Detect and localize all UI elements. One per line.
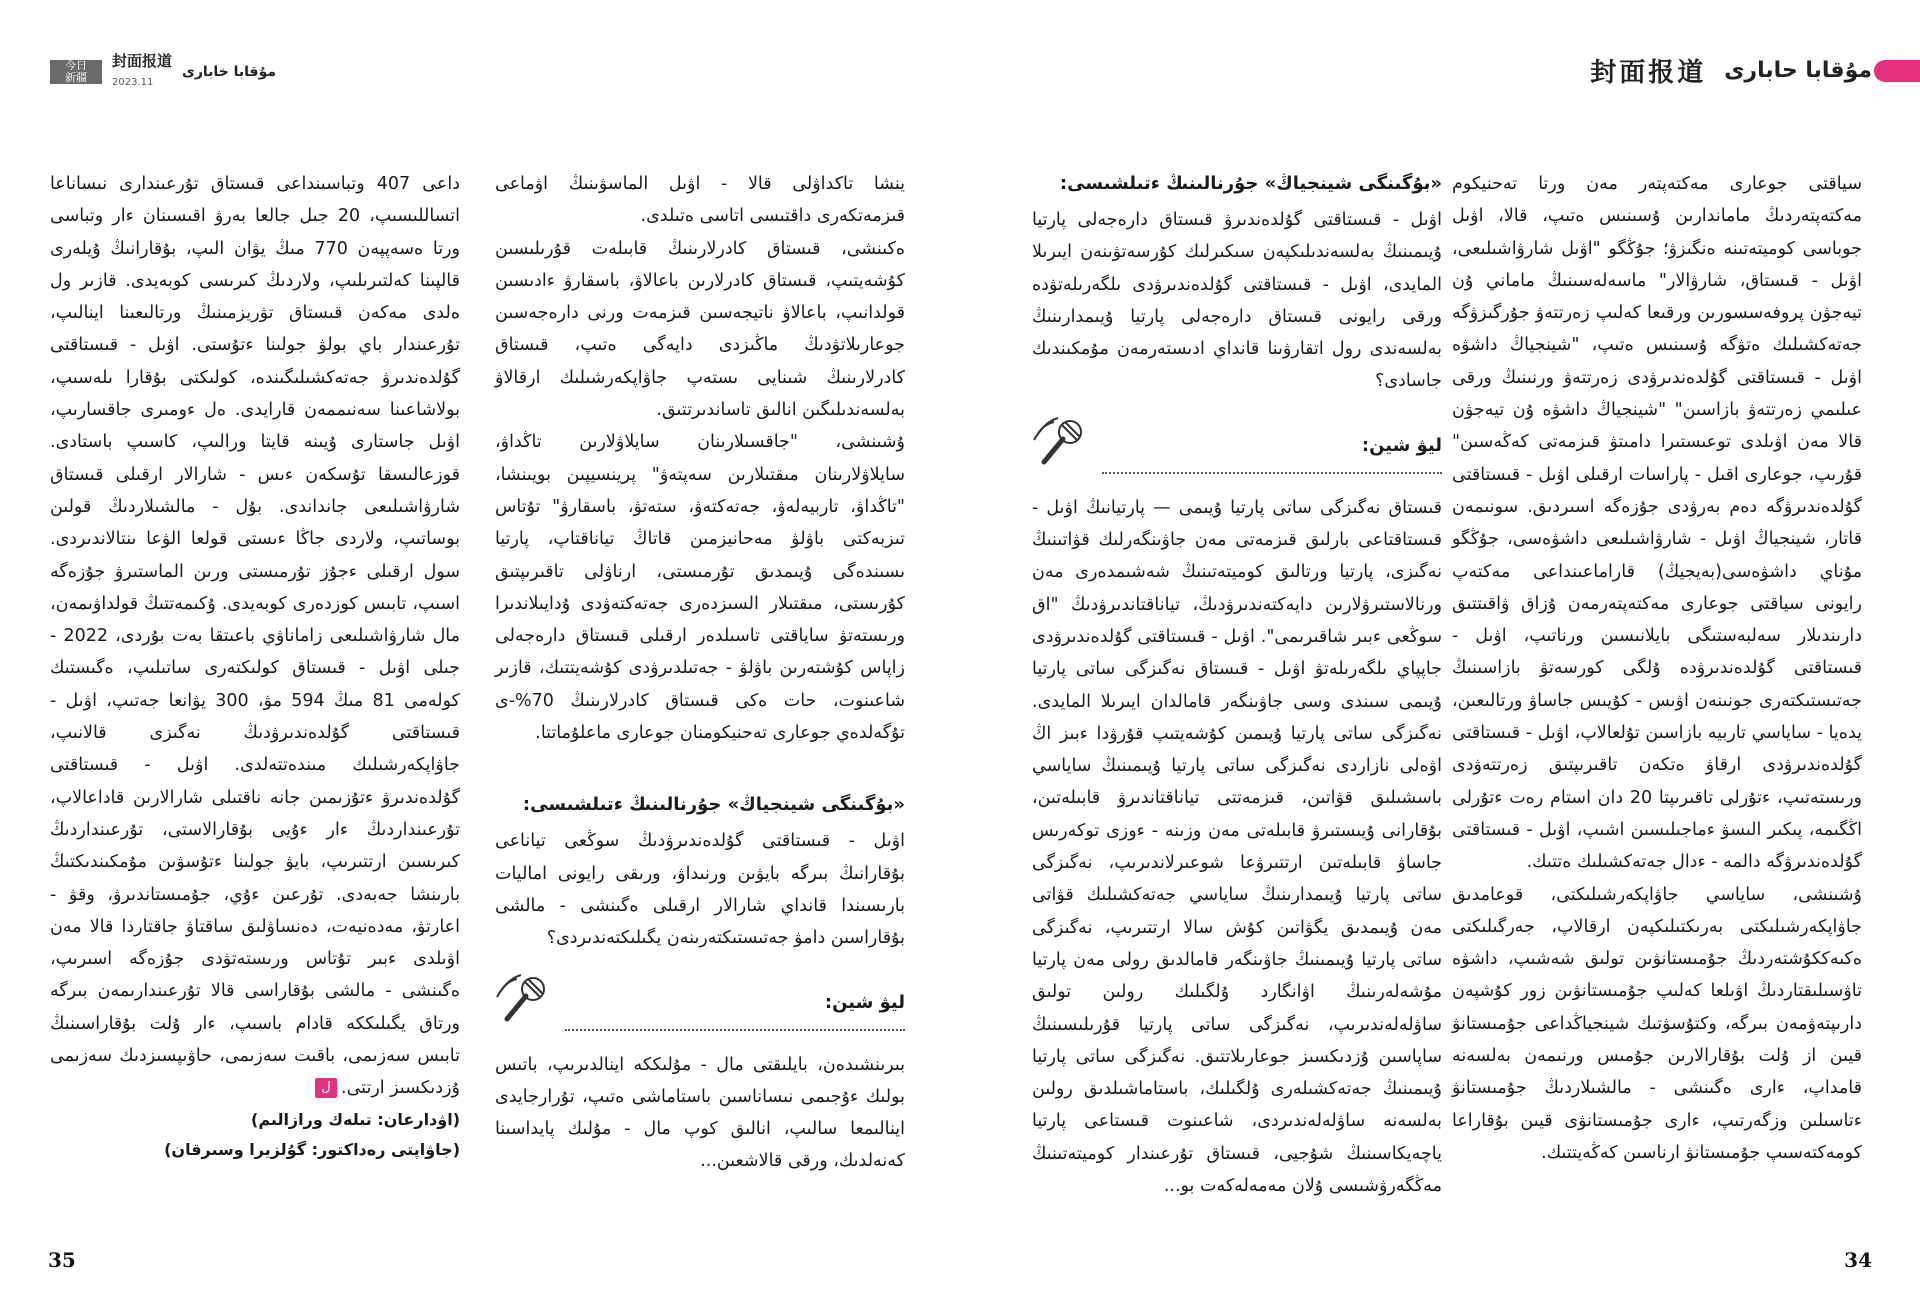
section-title: 封面报道 [112,52,173,70]
section-tab-marker [1874,60,1920,82]
dotted-divider [565,1029,905,1031]
paragraph-text: داعى 407 وتباسىنداعى قىستاق تۇرعىندارى نىساناعا اتساللىسىپ، 20 جىل جالعا بەرۋ اقىسىنان ءار وتباسى ورتا ەسەپپەن 770 مىڭ يۋان الىپ، بۇقارانىڭ ۇيلەرى قالپىنا كەلتىرىلىپ، ولاردىڭ كىرىسى كوبەيدى. قازىر ول ەلدى مەكەن قىستاق تۋريزمىنىڭ ورتالىعىنا اينالىپ، تۇرعىندار باي بولۋ جولىنا ءتۇستى. اۋىل - قىستاقتى گۇلدەندىرۋ جەتەكشىلىگىندە، كولىكتى بۇقارا ىلەسىپ، بولاشاعىنا سەنىممەن قارايدى. ەل ءومىرى جاقسارىپ، اۋىل جاستارى ۇيىنە قايتا ورالىپ، كاسىپ باستادى. قوزعالىسقا تۇسكەن ءىس - شارالار ارقىلى قىستاق شارۋاشىلىعى جانداندى. بۇل - مالشىلاردىڭ قولىن بوساتىپ، ولاردى جاڭا ءىستى قولعا الۋعا ىنتالاندىردى. سول ارقىلى ءجۇز تۇرمىستى ورىن الماستىرۋ جۇزەگە اسىپ، تابىس كوزدەرى كوبەيدى. ۇكىمەتتىڭ قولداۋىمەن، مال شارۋاشىلىعى زاماناۋي باعىتقا بەت بۇردى، 2022 - جىلى اۋىل - قىستاق كولىكتەرى ساتىلىپ، ەگىستىك كولەمى 81 مىڭ 594 مۋ، 300 يۋانعا جەتىپ، اۋىل - قىستاقتى گۇلدەندىرۋدىڭ نەگىزى قالانىپ، جاۋاپكەرشىلىك مىندەتتەلدى. اۋىل - قىستاقتى گۇلدەندىرۋ ءتۇزىمىن جانە ناقتىلى شارالارىن قاداعالاپ، تۇرعىنداردىڭ ءار ءۇيى بۇقارالاستى، تۇرعىنداردىڭ كىرىسىن ارتتىرىپ، بايۋ جولىنا ءتۇسۋىن مۇمكىندىكتىڭ بارىنشا جەبەدى. تۇرعىن ءۇي، جۇمىستاندىرۋ، وقۋ - اعارتۋ، مەدەنيەت، دەنساۋلىق ساقتاۋ جاقتاردا قالا مەن اۋىلدى ءبىر تۇتاس ورىستەتۋدى جۇزەگە اسىرىپ، ەگىنشى - مالشى بۇقاراسى قالا تۇرعىندارىمەن بىرگە ورتاق يگىلىككە قادام باسىپ، ءار ۇلت بۇقاراسىنىڭ تابىس سەزىمى، باقىت سەزىمى، حاۋىپسىزدىك سەزىمى ۇزدىكسىز ارتتى. [50,174,461,1099]
left-page-header [50,52,277,88]
page-number: 34 [1844,1248,1872,1272]
logo-text-line1: 今日 [65,59,87,72]
logo-text-line2: 新疆 [65,71,87,84]
translator-credit: (اۋدارعان: تىلەك ورازالىم) [251,1109,460,1129]
question-paragraph: اۋىل - قىستاقتى گۇلدەندىرۋدىڭ سوڭعى تياناعى بۇقارانىڭ بىرگە بايۋىن ورنىداۋ، ورىقى رايونى اماليات بارىسىندا قانداي شارالار ارقىلى ەگىنشى - مالشى بۇقاراسىن دامۋ جەتىستىكتەرىنەن يگىلىكتەندىردى؟ [495,831,905,949]
section-title-ug: مۇقابا خابارى [182,64,277,80]
microphone-icon [1032,412,1096,472]
right-page-column-right [1452,168,1862,1169]
paragraph: ەكىنشى، قىستاق كادرلارىنىڭ قابىلەت قۇرىلىسىن كۇشەيتىپ، قىستاق كادرلارىن باعالاۋ، باسقارۋ ءادىسىن قولدانىپ، باعالاۋ ناتيجەسىن قىزمەت ورنى دارەجەسىن جوعارىلاتۋدىڭ ماڭىزدى دايەگى ەتىپ، قىستاق كادرلارىنىڭ شىنايى ىستەپ جاۋاپكەرشىلىك ارقالاۋ بەلسەندىلىگىن انالىق تاساندىرتتىق. [495,238,905,421]
issue-date: 2023.11 [112,77,154,88]
magazine-logo [50,60,102,84]
answer-paragraph: بىرىنشىدەن، بايلىقتى مال - مۇلىككە اينالدىرىپ، باتىس بولىك ءۇجىمى نىساناسىن باستاماشى ەتىپ، تۇرارجايدى اينالىمعا سالىپ، انالىق كوپ مال - مۇلىك پايداسىنا كەنەلدىك، ورقى قالاشعىن... [495,1054,905,1172]
paragraph: سياقتى جوعارى مەكتەپتەر مەن ورتا تەحنيكوم مەكتەپتەردىڭ ماماندارىن ۇسىنىس ەتىپ، قالا، اۋىل جوباسى كوميتەتىنە ەنگىزۋ؛ جۇڭگو "اۋىل شارۋاشىلىعى، اۋىل - قىستاق، شارۋالار" ماسەلەسىنىڭ ماماني ۇن تيەجۋن پروفەسسورىن ورقىعا كەلىپ زەرتتەۋ جۇرگىزۋگە جەتەكشىلىك ەتۋگە ۇسىنىس ەتىپ، "شينجياڭ داشۋە اۋىل - قىستاقتى گۇلدەندىرۋدى زەرتتەۋ ورنىنىڭ ورقى عىلىمي زەرتتەۋ بازاسىن" "شينجياڭ داشۋە ۇن تيەجۋن قالا مەن اۋىلدى توعىستىرا دامىتۋ قىزمەتى كەڭەسىن" قۇرىپ، جوعارى اقىل - پاراسات ارقىلى اۋىل - قىستاقتى گۇلدەندىرۋگە دەم بەرۋدى جۇزەگە اسىردىق. سونىمەن قاتار، شينجياڭ اۋىل - شارۋاشىلىعى داشۋەسى، جۇڭگو مۇناي داشۋەسى(بەيجيڭ) قاراماعىنداعى مەكتەپ رايونى سياقتى جوعارى مەكتەپتەرمەن ۇزاق ۋاقىتتىق دارىندىلار سەلبەستىگى بايلانىسىن ورناتىپ، اۋىل - قىستاقتى گۇلدەندىرۋدە ۇلگى كورسەتۋ بازاسىنىڭ جەتىستىكتەرى جونىنەن اۋىس - كۇيىس جاساۋ ورتالىعىن، يدەيا - ساياسي تاربيە بازاسىن تۇلعالاپ، اۋىل - قىستاقتى گۇلدەندىرۋدى ارقاۋ ەتكەن تاقىرىپتىق زەرتتەۋدى ورىستەتىپ، ءتۇرلى تاقىرىپتا 20 دان استام رەت ءتۇرلى اڭگىمە، پىكىر الىسۋ ءماجىلىسىن اشىپ، اۋىل - قىستاقتى گۇلدەندىرۋگە دالمە - ءدال جەتەكشىلىك ەتتىك. [1452,174,1862,873]
section-title: 封面报道 [1590,57,1707,88]
end-mark-icon: ل [315,1078,337,1098]
right-page [960,0,1920,1312]
section-title-ug: مۇقابا حابارى [1724,57,1872,83]
left-page-column-right [495,168,905,1178]
dotted-divider [1102,472,1442,474]
paragraph: ۇشىنشى، "جاقسىلارىنان سايلاۋلارىن تاڭداۋ، سايلاۋلارىنان مىقتىلارىن سەپتەۋ" پرينسيپىن بويىنشا، "تاڭداۋ، تاربيەلەۋ، جەتەكتەۋ، ستەتۋ، باسقارۋ" تۇتاس تىزبەكتى باۋلۋ مەحانيزمىن قاتاڭ تياناقتاپ، پارتيا ىسىندەگى ۇيىمدىق تۇرمىستى، ارناۋلى تاقىرىپتىق كۇرىستى، مىقتىلار السىزدەرى جەتەكتەۋدى ۇدايىلاندىرا ورىستەتۋ ساياقتى تاسىلدەر ارقىلى قىستاق دارەجەلى زاپاس كۇشتەرىن باۋلۋ - جەتىلدىرۋدى كۇشەيتتىك، قازىر شاعىنوت، حات ەكى قىستاق كادرلارىنىڭ 70%-ى تۇگەلدەي جوعارى تەحنيكومنان جوعارى ماعلۇماتتا. [495,432,905,744]
page-number: 35 [48,1248,76,1272]
paragraph: ينشا تاكداۋلى قالا - اۋىل الماسۋىنىڭ اۋماعى قىزمەتكەرى داقتىسى اتاسى ەتىلدى. [495,174,905,227]
right-page-header [1590,52,1872,88]
speaker-row [1032,412,1442,482]
right-page-column-left [1032,168,1442,1202]
interview-question-heading: «بۇگىنگى شينجياڭ» جۇرنالىنىڭ ءتىلشىسى: [522,794,905,816]
spacer [495,749,905,789]
editor-credit: (جاۋاپتى رەداكتور: گۇلزيرا وسىرقان) [164,1139,460,1159]
left-header-title-group [112,54,172,90]
paragraph [50,168,460,1105]
answer-paragraph: قىستاق نەگىزگى ساتى پارتيا ۇيىمى — پارتيانىڭ اۋىل - قىستاقتاعى بارلىق قىزمەتى مەن جاۋىنگەرلىك قۋاتىنىڭ نەگىزى، پارتيا ورتالىق كوميتەتىنىڭ شەشىمدەرى مەن ورنالاستىرۋلارىن دايەكتەندىرۋدىڭ، تياناقتاندىرۋدىڭ "اق سوڭعى ءبىر شاقىرىمى". اۋىل - قىستاقتى گۇلدەندىرۋدى جاپپاي ىلگەرىلەتۋ اۋىل - قىستاق نەگىزگى ساتى پارتيا ۇيىمى سىندى وسى جاۋىنگەر قامالدان ايىرىلا المايدى. نەگىزگى ساتى پارتيا ۇيىمىن كۇشەيتىپ قۇرۋدا ءبىز اڭ اۋەلى نازاردى نەگىزگى ساتى پارتيا ۇيىمىنىڭ ساياسي باسشىلىق قۋاتىن، قىزمەتتى تياناقتاندىرۋ قابىلەتىن، بۇقارانى ۇيىستىرۋ قابىلەتى مەن وزىنە - ءوزى توكەرىس جاساۋ قابىلەتىن ارتتىرۋعا شوعىرلاندىرىپ، نەگىزگى ساتى پارتيا ۇيىمدارىنىڭ ساياسي جەتەكشىلىك قۋاتى مەن ۇيىمدىق يگۋاتىن كۇش سالا ارتتىرىپ، نەگىزگى ساتى پارتيا ۇيىمىنىڭ جاۋىنگەر قامالدىق رولى مەن پارتيا مۇشەلەرىنىڭ اۋانگارد ۇلگىلىك رولىن تولىق ساۋلەلەندىرىپ، نەگىزگى ساتى پارتيا قۇرىلىسىنىڭ ساپاسىن ۇزدىكسىز جوعارىلاتتىق. نەگىزگى ساتى پارتيا ۇيىمىنىڭ جەتەكشىلەرى ۇلگىلىك، باستاماشىلدىق رولىن بەلسەنە ساۋلەلەندىردى، شاعىنوت قىستاعى پارتيا ياچەيكاسىنىڭ شۇجيى، قىستاق تۇرعىندار كوميتەتىنىڭ مەڭگەرۋشىسى ۇلان مەمەلەكەت بو... [1032,497,1442,1197]
microphone-icon [495,969,559,1029]
speaker-row [495,969,905,1039]
left-page-column-left [50,168,460,1165]
interview-question-heading: «بۇگىنگى شينجياڭ» جۇرنالىنىڭ ءتىلشىسى: [1059,173,1442,194]
paragraph: ۇشىنشى، ساياسي جاۋاپكەرشىلىكتى، قوعامدىق جاۋاپكەرشىلىكتى بەرىكتىلىكپەن ارقالاپ، جەرگىلىكتى ەكىەككۇشتەردىڭ جۇمىستانۋىن تولىق شەشىپ، داشۋە تاۋسىلىقتاردىڭ اۋىلعا كەلىپ جۇمىستانۋىن زور كۇشپەن دارىپتەۋمەن بىرگە، وكتۇسۋتىك شينجياڭداعى جۇمىستانۋ قيىن از ۇلت بۇقارالارىن جۇمىس ورنىمەن بەلسەنە قامداپ، ءارى ەگىنشى - مالشىلاردىڭ جۇمىستانۋ ءتاسىلىن وزگەرتىپ، ءارى جۇمىستانۋى قيىن بۇقاراعا كومەكتەسىپ جۇمىستانۋ ارناسىن كەڭەيتتىك. [1452,884,1862,1163]
speaker-name: ليۋ شين: [1361,434,1442,456]
question-paragraph: اۋىل - قىستاقتى گۇلدەندىرۋ قىستاق دارەجەلى پارتيا ۇيىمىنىڭ بەلسەندىلىكپەن سىكىرلىك كۇرسەتۋىنەن ايىرىلا المايدى، اۋىل - قىستاقتى گۇلدەندىرۋدى ىلگەرىلەتۋدە ورقى رايونى قىستاق دارەجەلى پارتيا ۇيىمدارىنىڭ بەلسەندى رول اتقارۋىنا قانداي ادىستەرمەن مۇمكىندىك جاسادى؟ [1032,210,1442,392]
speaker-name: ليۋ شين: [824,991,905,1013]
